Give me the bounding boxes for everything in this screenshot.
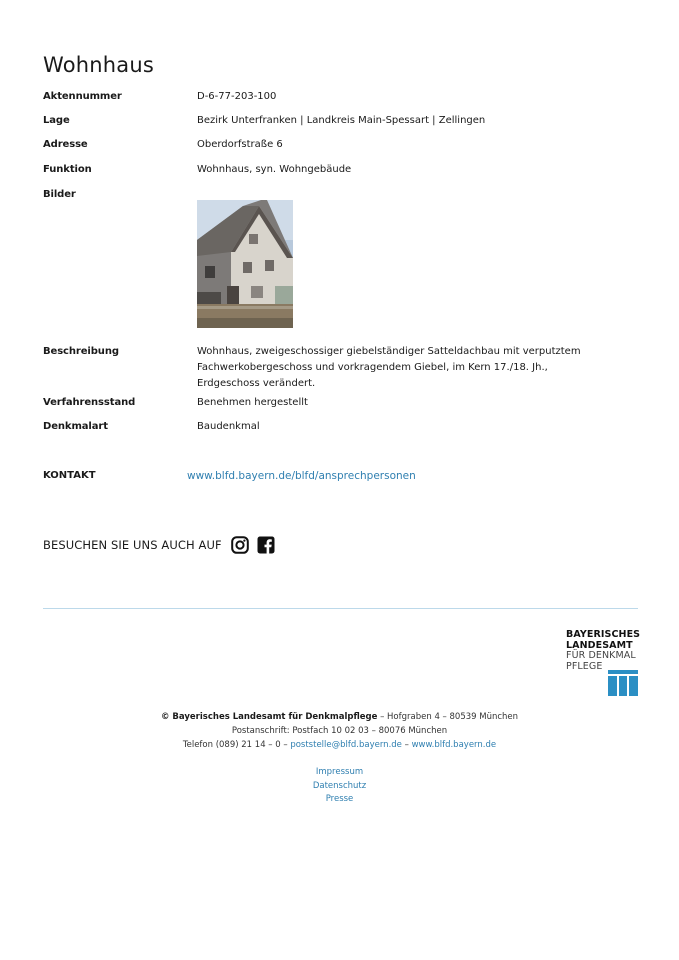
field-label: Bilder (43, 189, 76, 200)
page-title: Wohnhaus (43, 53, 155, 77)
field-value: Benehmen hergestellt (197, 397, 308, 408)
footer-divider (43, 608, 638, 609)
field-label: Verfahrensstand (43, 397, 136, 408)
field-value: Bezirk Unterfranken | Landkreis Main-Spessart | Zellingen (197, 115, 486, 126)
footer-web-link[interactable]: www.blfd.bayern.de (411, 740, 497, 750)
footer-links (0, 766, 679, 807)
footer-org: © Bayerisches Landesamt für Denkmalpflege (160, 712, 378, 722)
house-photo[interactable] (197, 200, 293, 328)
field-label: Lage (43, 115, 70, 126)
presse-link[interactable]: Presse (325, 794, 354, 804)
logo-line: LANDESAMT (566, 639, 633, 651)
logo-line: BAYERISCHES (566, 629, 641, 640)
footer-address-line (0, 710, 679, 724)
field-value: Baudenkmal (197, 421, 260, 432)
field-label: Denkmalart (43, 421, 108, 432)
impressum-link[interactable]: Impressum (315, 767, 364, 777)
field-value: D-6-77-203-100 (197, 91, 277, 102)
logo-line: PFLEGE (566, 660, 603, 672)
footer-address: – Hofgraben 4 – 80539 München (377, 712, 519, 722)
footer-phone: Telefon (089) 21 14 – 0 – (182, 740, 291, 750)
field-label: Aktennummer (43, 91, 122, 102)
blfd-logo[interactable] (566, 629, 641, 698)
footer-sep: – (401, 740, 412, 750)
facebook-icon[interactable] (257, 536, 275, 554)
logo-mark-icon (608, 670, 638, 696)
footer-postal: Postanschrift: Postfach 10 02 03 – 80076 München (231, 726, 448, 736)
field-label: Beschreibung (43, 346, 119, 357)
field-value: Oberdorfstraße 6 (197, 139, 283, 150)
instagram-icon[interactable] (231, 536, 249, 554)
footer (0, 710, 679, 752)
field-label: Adresse (43, 139, 88, 150)
footer-contact-line (0, 738, 679, 752)
datenschutz-link[interactable]: Datenschutz (312, 780, 367, 791)
house-photo-image (197, 200, 293, 328)
field-value: Wohnhaus, syn. Wohngebäude (197, 164, 352, 175)
kontakt-label: KONTAKT (43, 470, 96, 481)
field-value: Wohnhaus, zweigeschossiger giebelständiger Satteldachbau mit verputztem Fachwerkobergeschoss und vorkragendem Giebel, im Kern 17./18. Jh., Erdgeschoss verändert. (197, 346, 581, 389)
logo-line: FÜR DENKMAL (566, 650, 636, 661)
footer-email-link[interactable]: poststelle@blfd.bayern.de (290, 740, 402, 750)
field-label: Funktion (43, 164, 92, 175)
kontakt-link[interactable]: www.blfd.bayern.de/blfd/ansprechpersonen (187, 470, 416, 482)
social-section (43, 536, 275, 554)
social-heading: BESUCHEN SIE UNS AUCH AUF (43, 538, 222, 552)
